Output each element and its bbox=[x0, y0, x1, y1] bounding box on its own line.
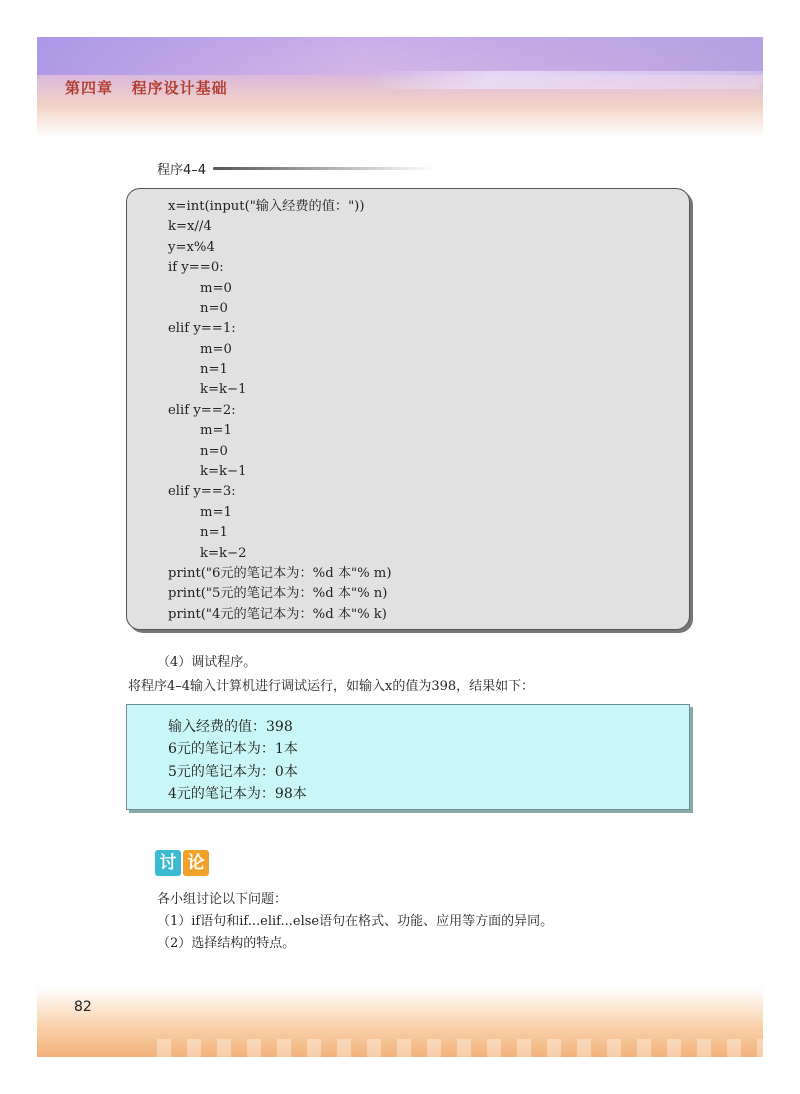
discussion-icon-char: 讨 bbox=[155, 850, 181, 876]
code-line: print("6元的笔记本为：%d 本"% m) bbox=[168, 566, 392, 581]
page-header-band bbox=[37, 37, 763, 137]
result-line: 输入经费的值：398 bbox=[168, 719, 293, 735]
chapter-title: 第四章 程序设计基础 bbox=[65, 79, 228, 97]
code-line: x=int(input("输入经费的值：")) bbox=[168, 199, 365, 214]
discussion-intro: 各小组讨论以下问题： bbox=[157, 892, 288, 907]
result-line: 5元的笔记本为：0本 bbox=[168, 764, 298, 780]
code-line: k=k−2 bbox=[200, 546, 247, 561]
program-label-rule bbox=[213, 167, 433, 170]
code-line: y=x%4 bbox=[168, 240, 215, 255]
code-line: m=1 bbox=[200, 505, 232, 520]
code-line: n=0 bbox=[200, 301, 228, 316]
discussion-icon bbox=[155, 850, 211, 876]
page-number: 82 bbox=[74, 999, 92, 1015]
code-line: print("4元的笔记本为：%d 本"% k) bbox=[168, 607, 387, 622]
code-line: k=x//4 bbox=[168, 219, 212, 234]
code-line: m=1 bbox=[200, 423, 232, 438]
result-line: 6元的笔记本为：1本 bbox=[168, 741, 298, 757]
discussion-icon-char: 论 bbox=[183, 850, 209, 876]
code-line: elif y==1: bbox=[168, 321, 236, 336]
code-line: m=0 bbox=[200, 281, 232, 296]
code-line: k=k−1 bbox=[200, 464, 247, 479]
code-line: k=k−1 bbox=[200, 382, 247, 397]
header-decor-stripe bbox=[362, 71, 763, 89]
code-line: elif y==2: bbox=[168, 403, 236, 418]
result-line: 4元的笔记本为：98本 bbox=[168, 786, 307, 802]
step-description: 将程序4–4输入计算机进行调试运行，如输入x的值为398，结果如下： bbox=[128, 679, 535, 694]
discussion-item: （1）if语句和if...elif...else语句在格式、功能、应用等方面的异同。 bbox=[157, 914, 554, 929]
program-label: 程序4–4 bbox=[157, 163, 207, 178]
page-footer-band bbox=[37, 987, 763, 1057]
step-heading: （4）调试程序。 bbox=[157, 655, 257, 670]
code-line: print("5元的笔记本为：%d 本"% n) bbox=[168, 586, 388, 601]
run-result-box bbox=[126, 704, 690, 810]
code-line: n=0 bbox=[200, 444, 228, 459]
code-listing-box bbox=[126, 188, 690, 630]
code-line: n=1 bbox=[200, 362, 228, 377]
code-line: if y==0: bbox=[168, 260, 224, 275]
code-line: elif y==3: bbox=[168, 484, 236, 499]
textbook-page bbox=[37, 37, 763, 1057]
code-line: n=1 bbox=[200, 525, 228, 540]
code-line: m=0 bbox=[200, 342, 232, 357]
discussion-item: （2）选择结构的特点。 bbox=[157, 936, 296, 951]
